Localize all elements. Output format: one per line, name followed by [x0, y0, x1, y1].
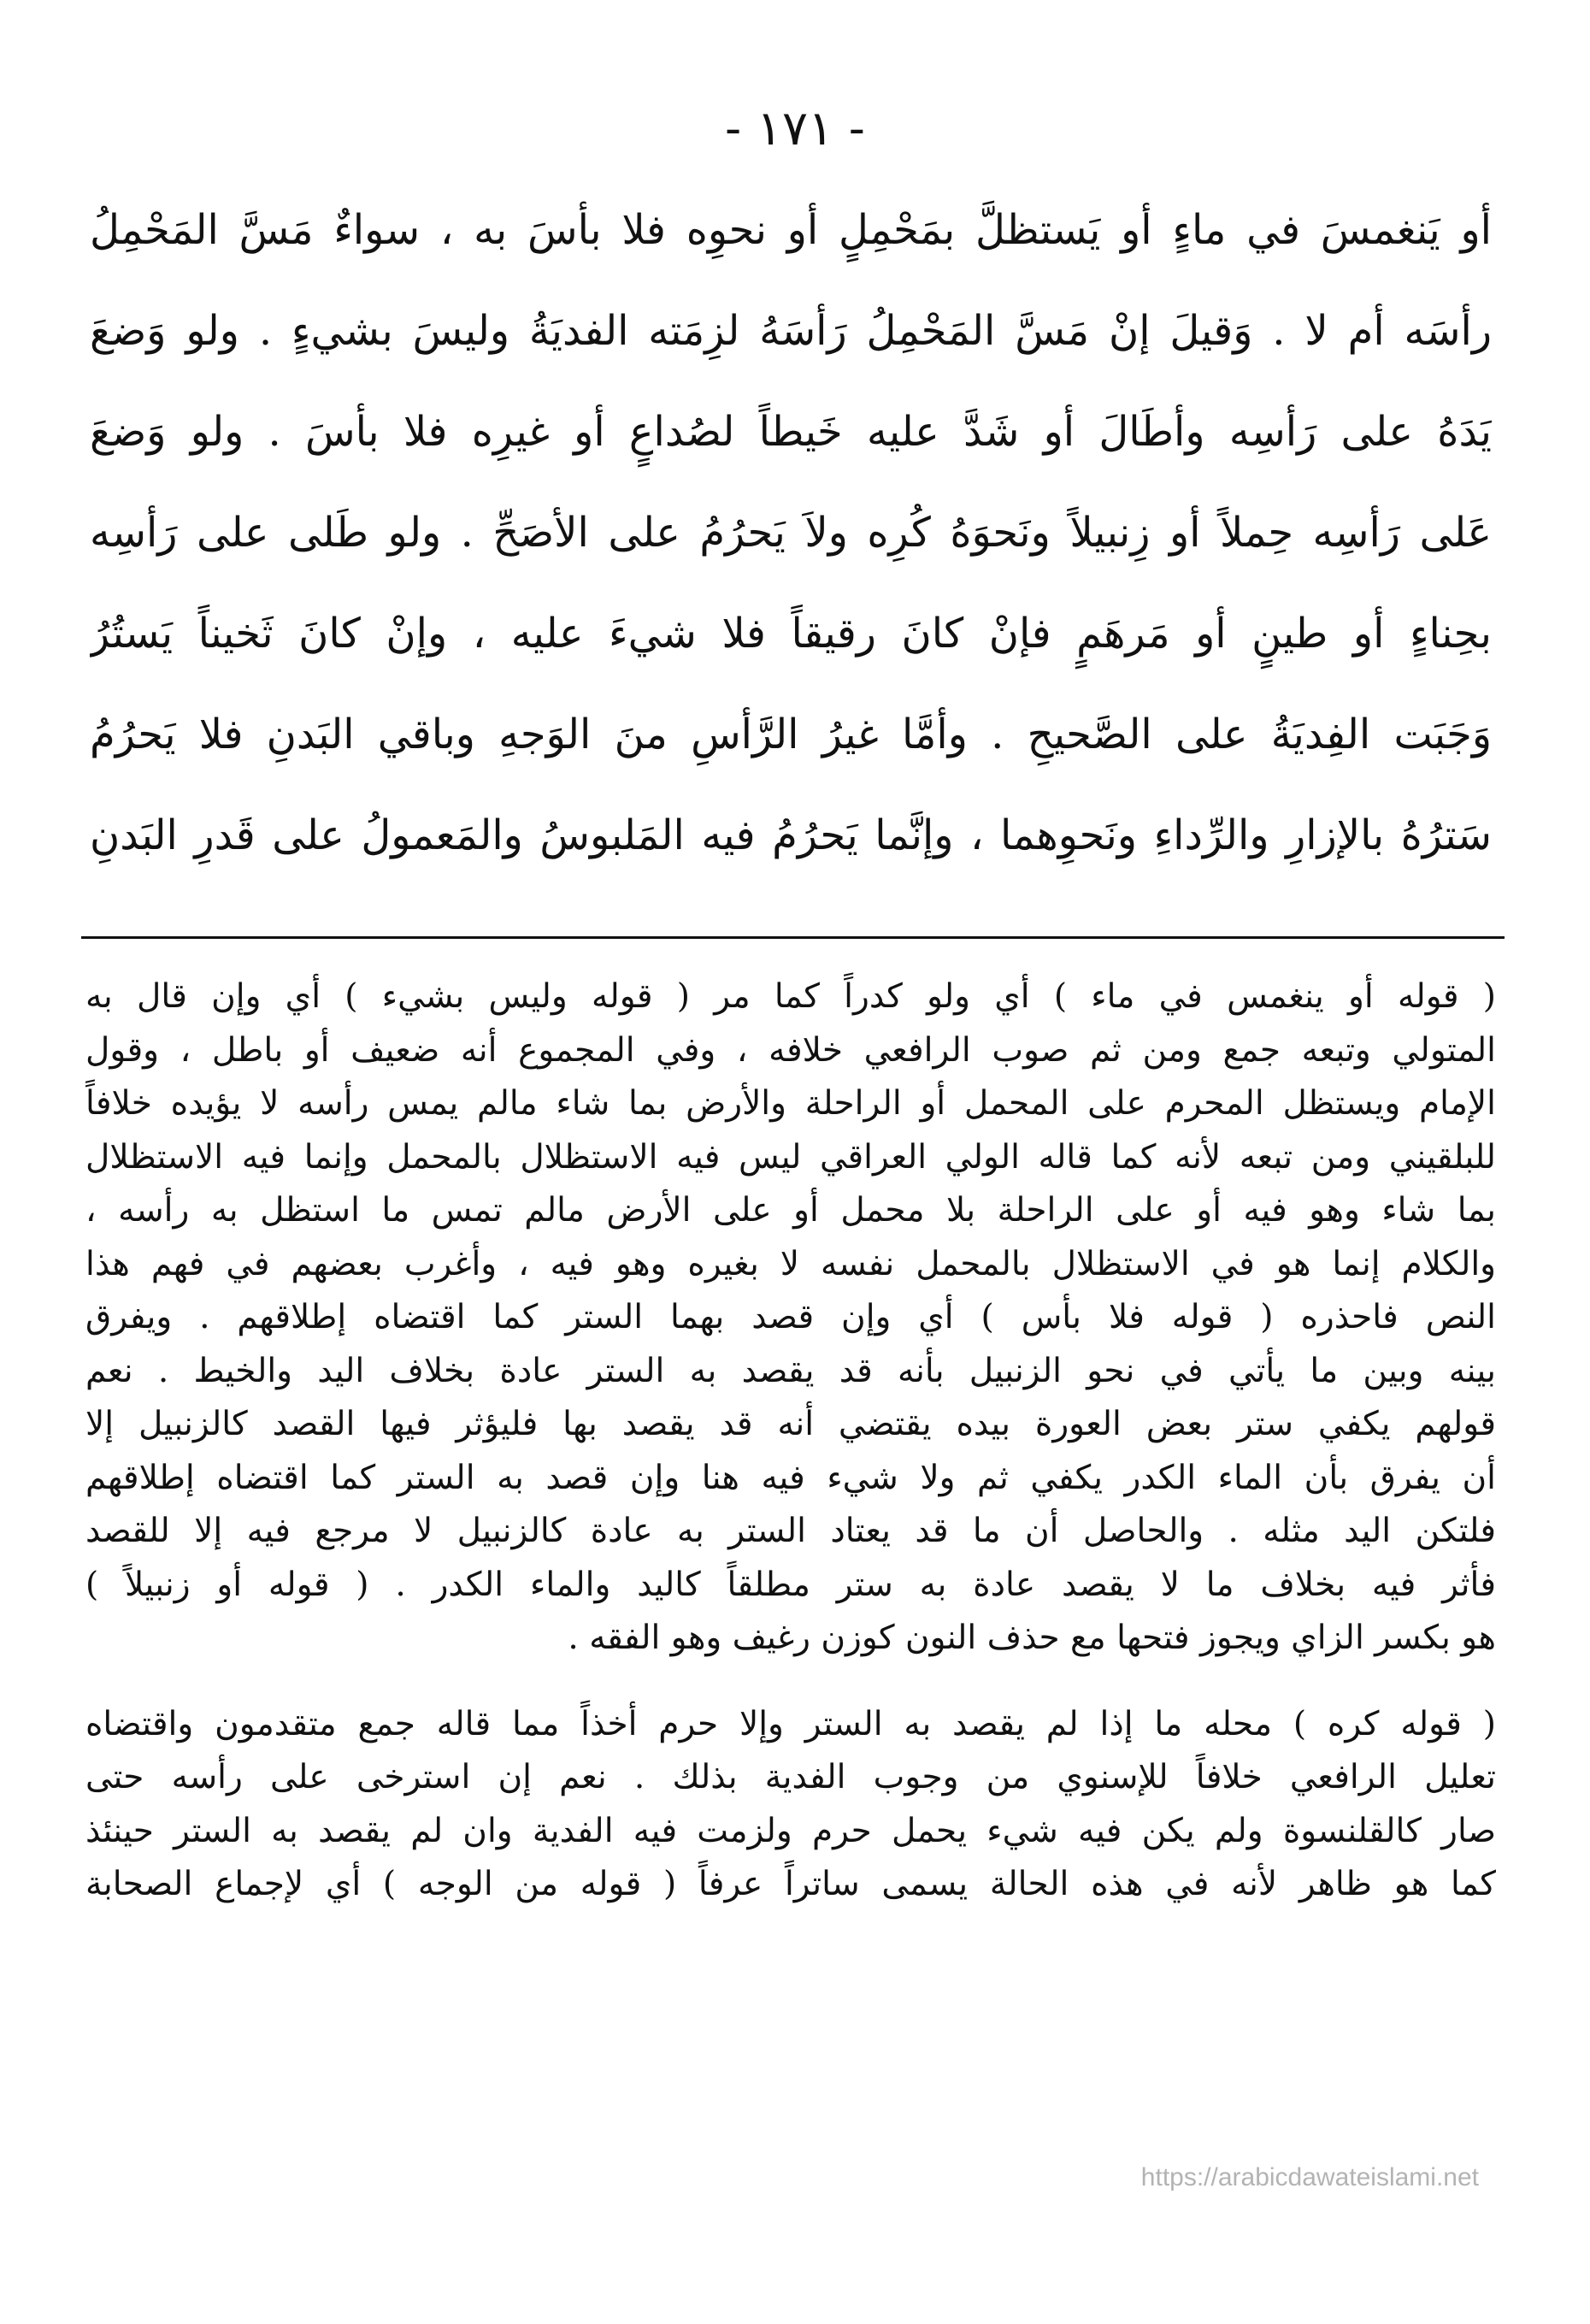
commentary-line: فلتكن اليد مثله . والحاصل أن ما قد يعتاد الستر به عادة كالزنبيل لا مرجع فيه إلا للقصد: [85, 1512, 1496, 1550]
commentary-line: فأثر فيه بخلاف ما لا يقصد عادة به ستر مطلقاً كاليد والماء الكدر . ( قوله أو زنبيلاً ): [85, 1565, 1496, 1604]
commentary-line: هو بكسر الزاي ويجوز فتحها مع حذف النون كوزن رغيف وهو الفقه .: [568, 1619, 1496, 1657]
commentary-line: النص فاحذره ( قوله فلا بأس ) أي وإن قصد بهما الستر كما اقتضاه إطلاقهم . ويفرق: [85, 1298, 1496, 1336]
commentary: [85, 970, 1496, 1912]
main-text-line: أو يَنغمسَ في ماءٍ أو يَستظلَّ بمَحْمِلٍ أو نحوِه فلا بأسَ به ، سواءٌ مَسَّ المَحْمِلُ: [90, 206, 1492, 254]
commentary-line: أن يفرق بأن الماء الكدر يكفي ثم ولا شيء فيه هنا وإن قصد به الستر كما اقتضاه إطلاقهم: [85, 1458, 1496, 1497]
main-text-line: بحِناءٍ أو طينٍ أو مَرهَمٍ فإنْ كانَ رقيقاً فلا شيءَ عليه ، وإنْ كانَ ثَخيناً يَستُرُ: [90, 610, 1492, 658]
main-text-line: يَدَهُ على رَأسِه وأطَالَ أو شَدَّ عليه خَيطاً لصُداعٍ أو غيرِه فلا بأسَ . ولو وَضعَ: [90, 408, 1492, 456]
commentary-line: للبلقيني ومن تبعه لأنه كما قاله الولي العراقي ليس فيه الاستظلال بالمحمل وإنما فيه الاستظلال: [85, 1137, 1496, 1177]
commentary-line: تعليل الرافعي خلافاً للإسنوي من وجوب الفدية بذلك . نعم إن استرخى على رأسه حتى: [85, 1758, 1496, 1796]
main-text: [90, 180, 1492, 886]
commentary-line: المتولي وتبعه جمع ومن ثم صوب الرافعي خلافه ، وفي المجموع أنه ضعيف أو باطل ، وقول: [85, 1030, 1496, 1070]
commentary-line: كما هو ظاهر لأنه في هذه الحالة يسمى ساتراً عرفاً ( قوله من الوجه ) أي لإجماع الصحابة: [85, 1865, 1496, 1903]
main-text-line: وَجَبَت الفِديَةُ على الصَّحيحِ . وأمَّا غيرُ الرَّأسِ منَ الوَجهِ وباقي البَدنِ فلا يَحرُمُ: [90, 711, 1492, 758]
commentary-line: بينه وبين ما يأتي في نحو الزنبيل بأنه قد يقصد به الستر عادة بخلاف اليد والخيط . نعم: [85, 1351, 1496, 1390]
commentary-paragraph: [85, 970, 1496, 1666]
commentary-paragraph: [85, 1698, 1496, 1912]
paragraph-gap: [85, 1666, 1496, 1698]
commentary-line: ( قوله أو ينغمس في ماء ) أي ولو كدراً كما مر ( قوله وليس بشيء ) أي وإن قال به: [85, 977, 1496, 1016]
commentary-line: بما شاء وهو فيه أو على الراحلة بلا محمل أو على الأرض مالم تمس ما استظل به رأسه ،: [85, 1191, 1496, 1230]
page-number: - ١٧١ -: [725, 101, 865, 156]
main-text-line: رأسَه أم لا . وَقيلَ إنْ مَسَّ المَحْمِلُ رَأسَهُ لزِمَته الفديَةُ وليسَ بشيءٍ . ولو وَضعَ: [90, 307, 1492, 355]
section-divider: [81, 936, 1505, 939]
watermark-url: https://arabicdawateislami.net: [1140, 2163, 1479, 2191]
commentary-line: صار كالقلنسوة ولم يكن فيه شيء يحمل حرم ولزمت فيه الفدية وان لم يقصد به الستر حينئذ: [85, 1811, 1496, 1850]
commentary-line: قولهم يكفي ستر بعض العورة بيده يقتضي أنه قد يقصد بها فليؤثر فيها القصد كالزنبيل إلا: [85, 1405, 1496, 1443]
main-text-line: عَلى رَأسِه حِملاً أو زِنبيلاً ونَحوَهُ كُرِه ولاَ يَحرُمُ على الأصَحِّ . ولو طَلى على رَأسِه: [90, 509, 1492, 557]
main-text-line: سَترُهُ بالإزارِ والرِّداءِ ونَحوِهما ، وإنَّما يَحرُمُ فيه المَلبوسُ والمَعمولُ على قَدرِ البَدنِ: [90, 811, 1492, 859]
commentary-line: ( قوله كره ) محله ما إذا لم يقصد به الستر وإلا حرم أخذاً مما قاله جمع متقدمون واقتضاه: [85, 1704, 1496, 1743]
commentary-line: الإمام ويستظل المحرم على المحمل أو الراحلة والأرض بما شاء مالم يمس رأسه لا يؤيده خلافاً: [85, 1084, 1496, 1123]
commentary-line: والكلام إنما هو في الاستظلال بالمحمل نفسه لا بغيره وهو فيه ، وأغرب بعضهم في فهم هذا: [85, 1244, 1496, 1283]
